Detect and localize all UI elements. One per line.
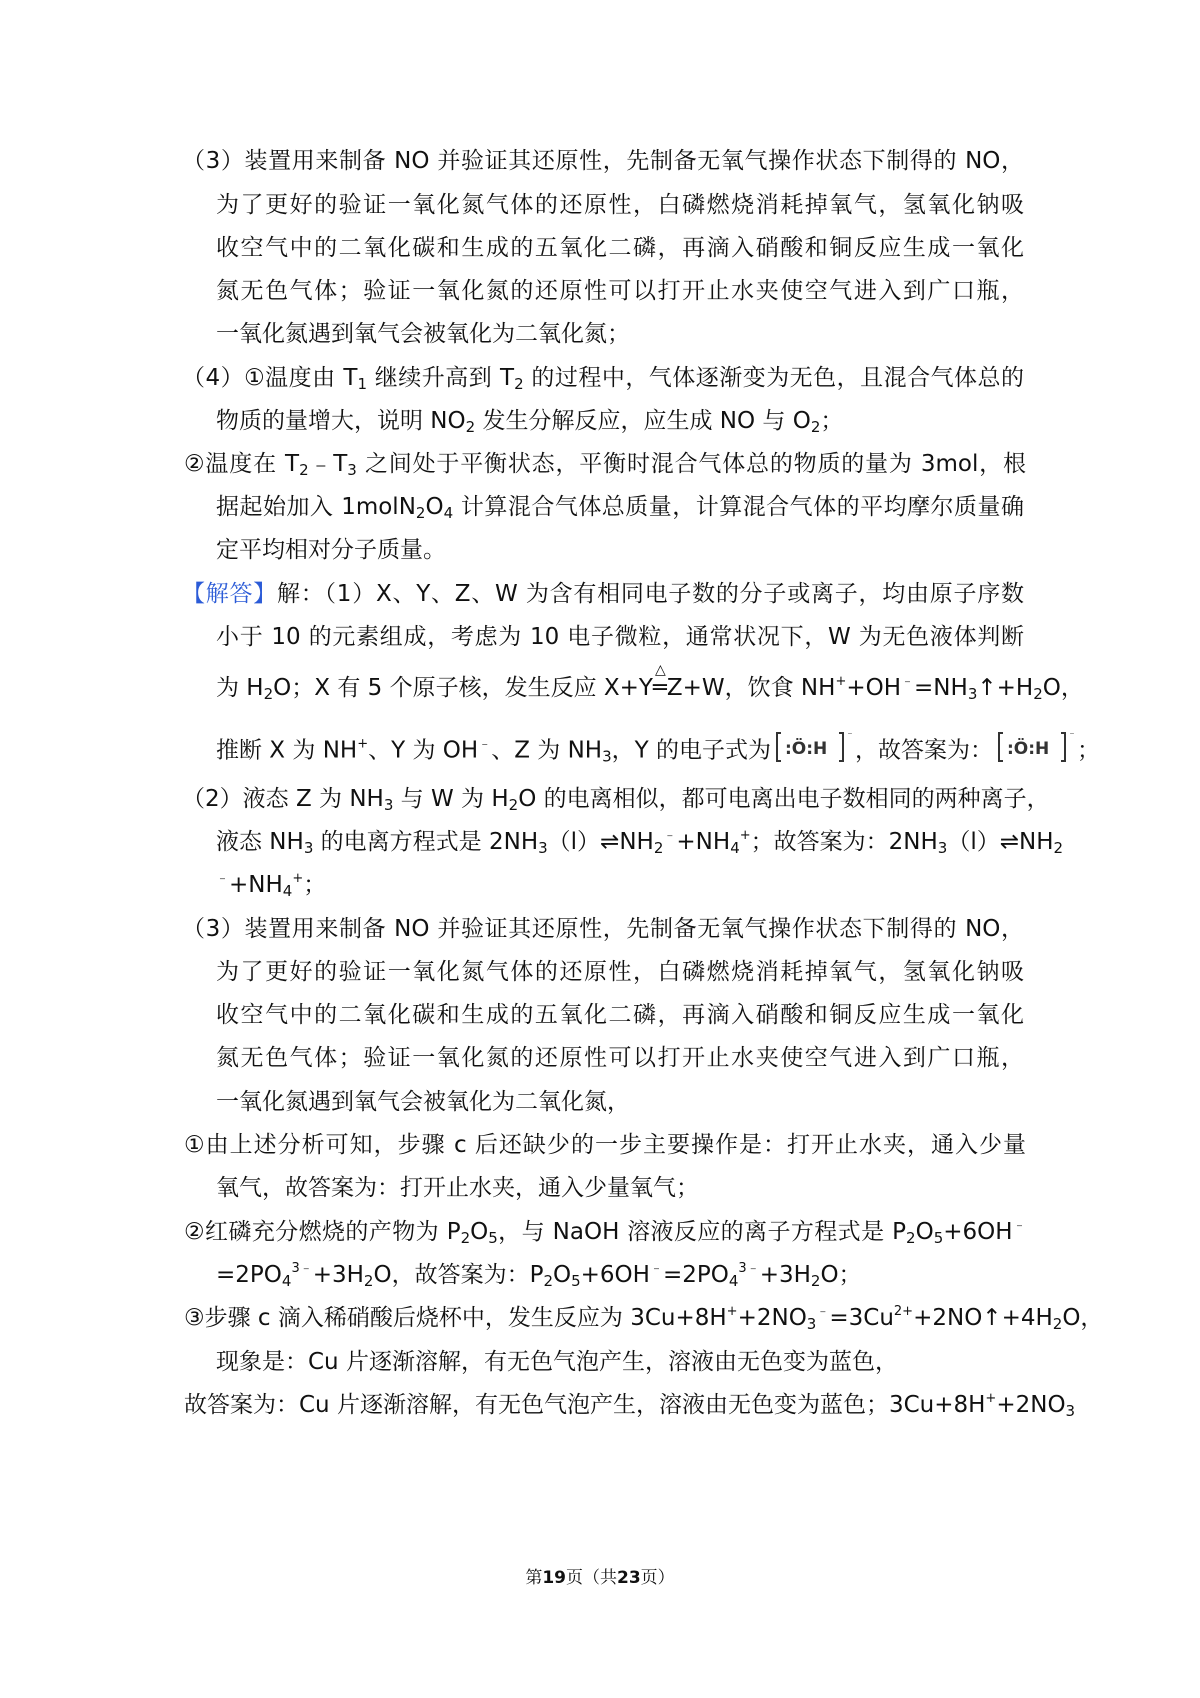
- analysis-p3-line2: 为了更好的验证一氧化氮气体的还原性，白磷燃烧消耗掉氧气，氢氧化钠吸: [216, 192, 1024, 218]
- answer-step1-line1: ①由上述分析可知，步骤 c 后还缺少的一步主要操作是：打开止水夹，通入少量: [184, 1132, 1026, 1158]
- answer-line2: 小于 10 的元素组成，考虑为 10 电子微粒，通常状况下，W 为无色液体判断: [216, 624, 1024, 650]
- analysis-p3-line3: 收空气中的二氧化碳和生成的五氧化二磷，再滴入硝酸和铜反应生成一氧化: [216, 235, 1024, 261]
- answer-label: 【解答】: [182, 581, 278, 607]
- answer-line7: $^﹣+NH_4^+$；: [216, 871, 327, 900]
- analysis-p4-line1: （4）①温度由 $T_1$ 继续升高到 $T_2$ 的过程中，气体逐渐变为无色，且混合气体总的: [182, 365, 1025, 393]
- analysis-p4-line3: ②温度在 $T_2﹣T_3$ 之间处于平衡状态，平衡时混合气体总的物质的量为 3mol，根: [184, 451, 1026, 479]
- analysis-p3-line4: 氮无色气体；验证一氧化氮的还原性可以打开止水夹使空气进入到广口瓶，: [216, 278, 1024, 304]
- answer-p3-line4: 氮无色气体；验证一氧化氮的还原性可以打开止水夹使空气进入到广口瓶，: [216, 1045, 1024, 1071]
- electron-formula-image-2: [995, 727, 1078, 767]
- heat-condition: △ ═: [652, 662, 667, 701]
- analysis-p4-line4: 据起始加入 $1molN_2O_4$ 计算混合气体总质量，计算混合气体的平均摩尔质量确: [216, 494, 1024, 522]
- analysis-p4-line2: 物质的量增大，说明 $NO_2$ 发生分解反应，应生成 NO 与 $O_2$；: [216, 408, 844, 436]
- answer-step3-line3: 故答案为：Cu 片逐渐溶解，有无色气泡产生，溶液由无色变为蓝色；$3Cu+8H^++2NO_3$: [184, 1391, 1076, 1420]
- analysis-p4-line5: 定平均相对分子质量。: [216, 537, 446, 563]
- answer-line4: 推断 X 为 NH+、Y 为 OH﹣、Z 为 $NH_3$，Y 的电子式为 :Ö:H ﹣ ，故答案为： :Ö:H ﹣ ；: [216, 728, 1101, 766]
- svg-text::Ö:H: :Ö:H: [1007, 739, 1050, 759]
- answer-line5: （2）液态 Z 为 $NH_3$ 与 W 为 $H_2O$ 的电离相似，都可电离出电子数相同的两种离子，: [182, 786, 1050, 814]
- answer-line6: 液态 $NH_3$ 的电离方程式是 $2NH_3(l)\rightleftharpoons NH_2^﹣+NH_4^+$；故答案为：$2NH_3(l)\rightleftharpoons NH_2$: [216, 828, 1064, 857]
- analysis-p3-line5: 一氧化氮遇到氧气会被氧化为二氧化氮；: [216, 321, 630, 347]
- electron-formula-image: [773, 727, 856, 767]
- answer-p3-line1: （3）装置用来制备 NO 并验证其还原性，先制备无氧气操作状态下制得的 NO，: [182, 916, 1024, 942]
- answer-step3-line1: ③步骤 c 滴入稀硝酸后烧杯中，发生反应为 $3Cu+8H^++2NO_3^﹣=3Cu^{2+}+2NO↑+4H_2O$，: [184, 1304, 1104, 1333]
- answer-p3-line5: 一氧化氮遇到氧气会被氧化为二氧化氮，: [216, 1089, 630, 1115]
- svg-text::Ö:H: :Ö:H: [785, 739, 828, 759]
- page-footer: 第19页（共23页）: [525, 1568, 675, 1588]
- answer-p3-line2: 为了更好的验证一氧化氮气体的还原性，白磷燃烧消耗掉氧气，氢氧化钠吸: [216, 959, 1024, 985]
- answer-line3: 为 $H_2O$；X 有 5 个原子核，发生反应 X+Y △ ═Z+W，饮食 $NH^++OH^﹣=NH_3↑+H_2O$，: [216, 662, 1084, 703]
- answer-p3-line3: 收空气中的二氧化碳和生成的五氧化二磷，再滴入硝酸和铜反应生成一氧化: [216, 1002, 1024, 1028]
- svg-text:﹣: ﹣: [845, 728, 856, 739]
- analysis-p3-line1: （3）装置用来制备 NO 并验证其还原性，先制备无氧气操作状态下制得的 NO，: [182, 148, 1024, 174]
- total-pages: 23: [617, 1568, 641, 1588]
- page-number: 19: [542, 1568, 566, 1588]
- answer-step2-line2: $=2PO_4^{3﹣}+3H_2O$，故答案为：$P_2O_5+6OH^﹣=2PO_4^{3﹣}+3H_2O$；: [216, 1261, 862, 1290]
- answer-step2-line1: ②红磷充分燃烧的产物为 $P_2O_5$，与 NaOH 溶液反应的离子方程式是 $P_2O_5+6OH^﹣$: [184, 1218, 1026, 1247]
- answer-step1-line2: 氧气，故答案为：打开止水夹，通入少量氧气；: [216, 1175, 699, 1201]
- answer-step3-line2: 现象是：Cu 片逐渐溶解，有无色气泡产生，溶液由无色变为蓝色，: [216, 1349, 898, 1375]
- answer-line1: 【解答】解：（1）X、Y、Z、W 为含有相同电子数的分子或离子，均由原子序数: [182, 581, 1025, 607]
- svg-text:﹣: ﹣: [1067, 728, 1078, 739]
